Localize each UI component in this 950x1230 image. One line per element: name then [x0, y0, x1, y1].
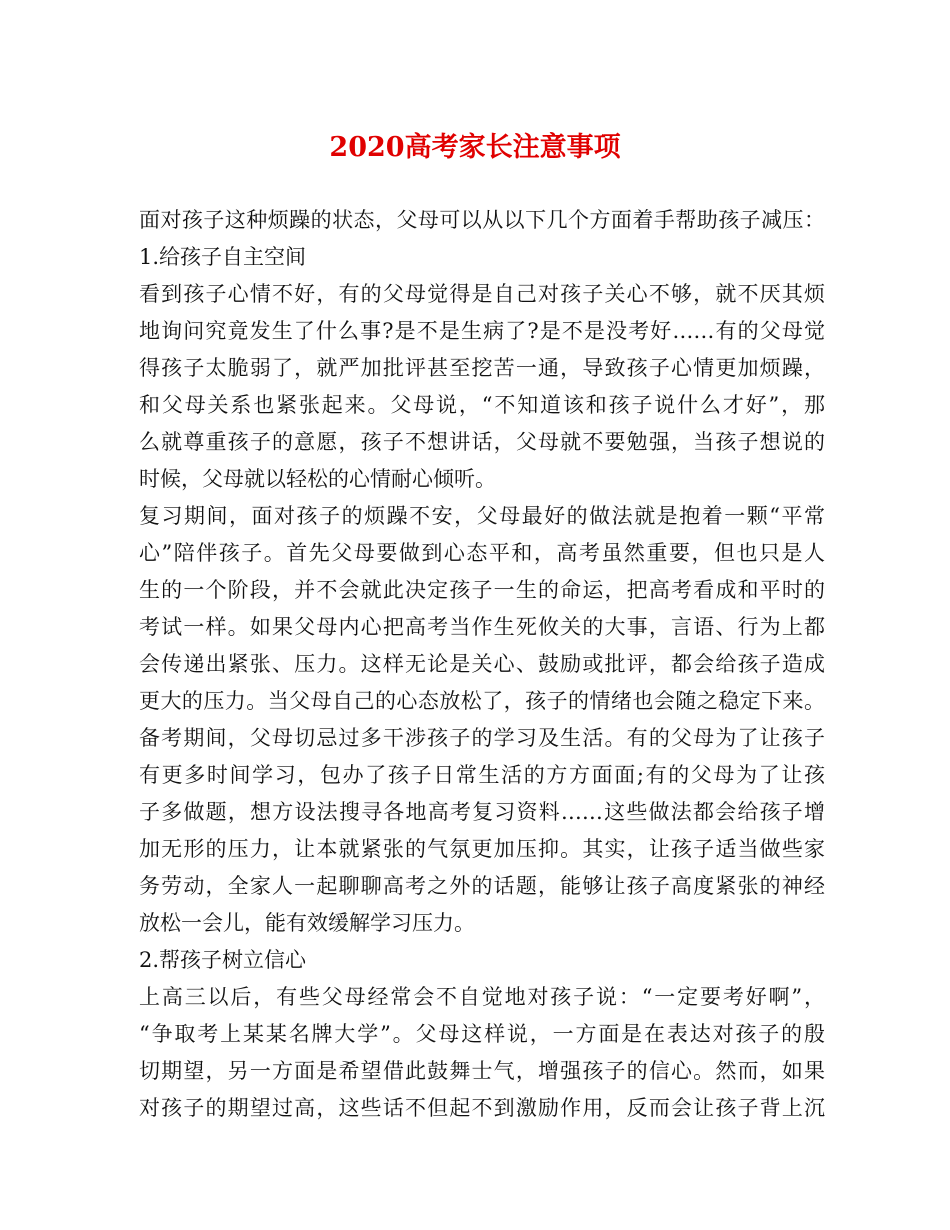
body-line: 有更多时间学习，包办了孩子日常生活的方方面面;有的父母为了让孩 [139, 763, 825, 787]
body-line: 看到孩子心情不好，有的父母觉得是自己对孩子关心不够，就不厌其烦 [139, 282, 825, 306]
body-line: 会传递出紧张、压力。这样无论是关心、鼓励或批评，都会给孩子造成 [139, 652, 825, 676]
body-line: 么就尊重孩子的意愿，孩子不想讲话，父母就不要勉强，当孩子想说的 [139, 430, 825, 454]
body-line: 生的一个阶段，并不会就此决定孩子一生的命运，把高考看成和平时的 [139, 578, 825, 602]
body-line: 时候，父母就以轻松的心情耐心倾听。 [139, 467, 496, 491]
body-line: 得孩子太脆弱了，就严加批评甚至挖苦一通，导致孩子心情更加烦躁， [139, 356, 825, 380]
body-line: 2.帮孩子树立信心 [139, 948, 307, 972]
body-line: 子多做题，想方设法搜寻各地高考复习资料……这些做法都会给孩子增 [139, 800, 825, 824]
body-line: “争取考上某某名牌大学”。父母这样说，一方面是在表达对孩子的殷 [139, 1022, 825, 1046]
body-line: 地询问究竟发生了什么事?是不是生病了?是不是没考好……有的父母觉 [139, 319, 825, 343]
body-line: 备考期间，父母切忌过多干涉孩子的学习及生活。有的父母为了让孩子 [139, 726, 825, 750]
body-line: 考试一样。如果父母内心把高考当作生死攸关的大事，言语、行为上都 [139, 615, 825, 639]
body-line: 面对孩子这种烦躁的状态，父母可以从以下几个方面着手帮助孩子减压： [139, 208, 825, 232]
document-body [139, 202, 825, 1127]
body-line: 心”陪伴孩子。首先父母要做到心态平和，高考虽然重要，但也只是人 [139, 541, 825, 565]
body-line: 切期望，另一方面是希望借此鼓舞士气，增强孩子的信心。然而，如果 [139, 1059, 825, 1083]
body-line: 放松一会儿，能有效缓解学习压力。 [139, 911, 475, 935]
body-line: 复习期间，面对孩子的烦躁不安，父母最好的做法就是抱着一颗“平常 [139, 504, 825, 528]
body-line: 更大的压力。当父母自己的心态放松了，孩子的情绪也会随之稳定下来。 [139, 689, 825, 713]
document-title: 2020高考家长注意事项 [329, 132, 621, 163]
body-line: 和父母关系也紧张起来。父母说，“不知道该和孩子说什么才好”，那 [139, 393, 825, 417]
body-line: 上高三以后，有些父母经常会不自觉地对孩子说：“一定要考好啊”， [139, 985, 825, 1009]
body-line: 务劳动，全家人一起聊聊高考之外的话题，能够让孩子高度紧张的神经 [139, 874, 825, 898]
body-line: 对孩子的期望过高，这些话不但起不到激励作用，反而会让孩子背上沉 [139, 1096, 825, 1120]
body-line: 1.给孩子自主空间 [139, 245, 307, 269]
body-line: 加无形的压力，让本就紧张的气氛更加压抑。其实，让孩子适当做些家 [139, 837, 825, 861]
